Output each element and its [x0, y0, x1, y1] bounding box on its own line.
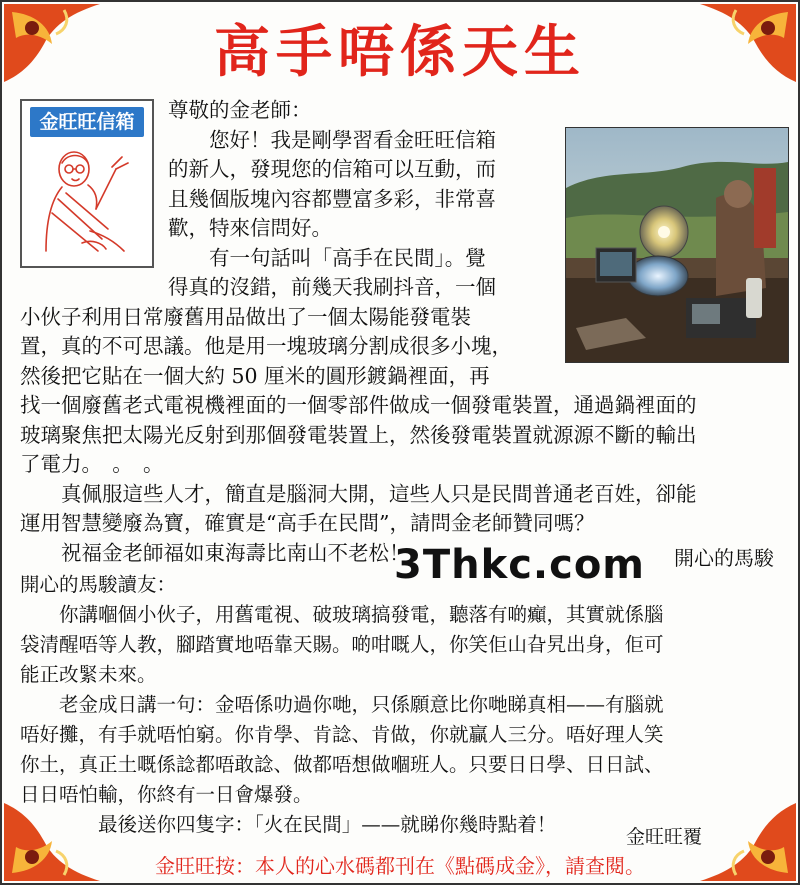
letter-line: 的新人，發現您的信箱可以互動，而 [168, 157, 496, 181]
letter-line: 祝福金老師福如東海壽比南山不老松！ [20, 540, 410, 565]
letter-line: 真佩服這些人才，簡直是腦洞大開，這些人只是民間普通老百姓，卻能 [20, 481, 697, 506]
letter-line: 玻璃聚焦把太陽光反射到那個發電裝置上，然後發電裝置就源源不斷的輸出 [20, 422, 697, 447]
letter-signature: 開心的馬駿 [674, 546, 774, 570]
letter-line: 然後把它貼在一個大約 50 厘米的圓形鍍鍋裡面，再 [20, 363, 490, 388]
reader-letter [20, 96, 782, 568]
columnist-reply [20, 570, 782, 840]
reply-signature: 金旺旺覆 [625, 826, 702, 848]
reply-line: 能正改緊未來。 [20, 663, 157, 686]
reply-line: 日日唔怕輸，你終有一日會爆發。 [20, 783, 313, 806]
letter-line: 找一個廢舊老式電視機裡面的一個零部件做成一個發電裝置，通過鍋裡面的 [20, 393, 697, 417]
reply-line: 最後送你四隻字：「火在民間」——就睇你幾時點着！ [20, 813, 557, 836]
letter-line: 歡，特來信問好。 [168, 216, 332, 240]
column-badge-label: 金旺旺信箱 [30, 107, 144, 137]
page-title: 高手唔係天生 [214, 19, 586, 85]
letter-line: 了電力。 。 。 [20, 452, 164, 476]
letter-line: 運用智慧變廢為寶，確實是“高手在民間”，請問金老師贊同嗎？ [20, 511, 595, 535]
reply-line: 你講嗰個小伙子，用舊電視、破玻璃搞發電，聽落有啲癲，其實就係腦 [20, 603, 664, 626]
letter-line: 小伙子利用日常廢舊用品做出了一個太陽能發電裝 [20, 304, 471, 329]
reply-line: 袋清醒唔等人教，腳踏實地唔靠天賜。啲咁嘅人，你笑佢山旮旯出身，佢可 [20, 633, 664, 656]
letter-line: 得真的沒錯，前幾天我刷抖音，一個 [168, 275, 496, 299]
letter-line: 您好！我是剛學習看金旺旺信箱 [168, 127, 496, 152]
reply-line: 開心的馬駿讀友： [20, 573, 177, 596]
letter-line: 且幾個版塊內容都豐富多彩，非常喜 [168, 186, 496, 211]
reply-line: 老金成日講一句：金唔係叻過你哋，只係願意比你哋睇真相——有腦就 [20, 693, 664, 716]
reply-line: 你土，真正土嘅係諗都唔敢諗、做都唔想做嗰班人。只要日日學、日日試、 [20, 753, 664, 776]
letter-line: 尊敬的金老師： [168, 98, 312, 122]
letter-line: 有一句話叫「高手在民間」。覺 [168, 245, 486, 270]
watermark-text: 3Thkc.com [394, 542, 645, 588]
reply-line: 唔好攤，有手就唔怕窮。你肯學、肯諗、肯做，你就贏人三分。唔好理人笑 [20, 723, 664, 746]
footer-note: 金旺旺按：本人的心水碼都刊在《點碼成金》，請查閱。 [155, 854, 645, 878]
letter-line: 置，真的不可思議。他是用一塊玻璃分割成很多小塊， [20, 334, 512, 358]
